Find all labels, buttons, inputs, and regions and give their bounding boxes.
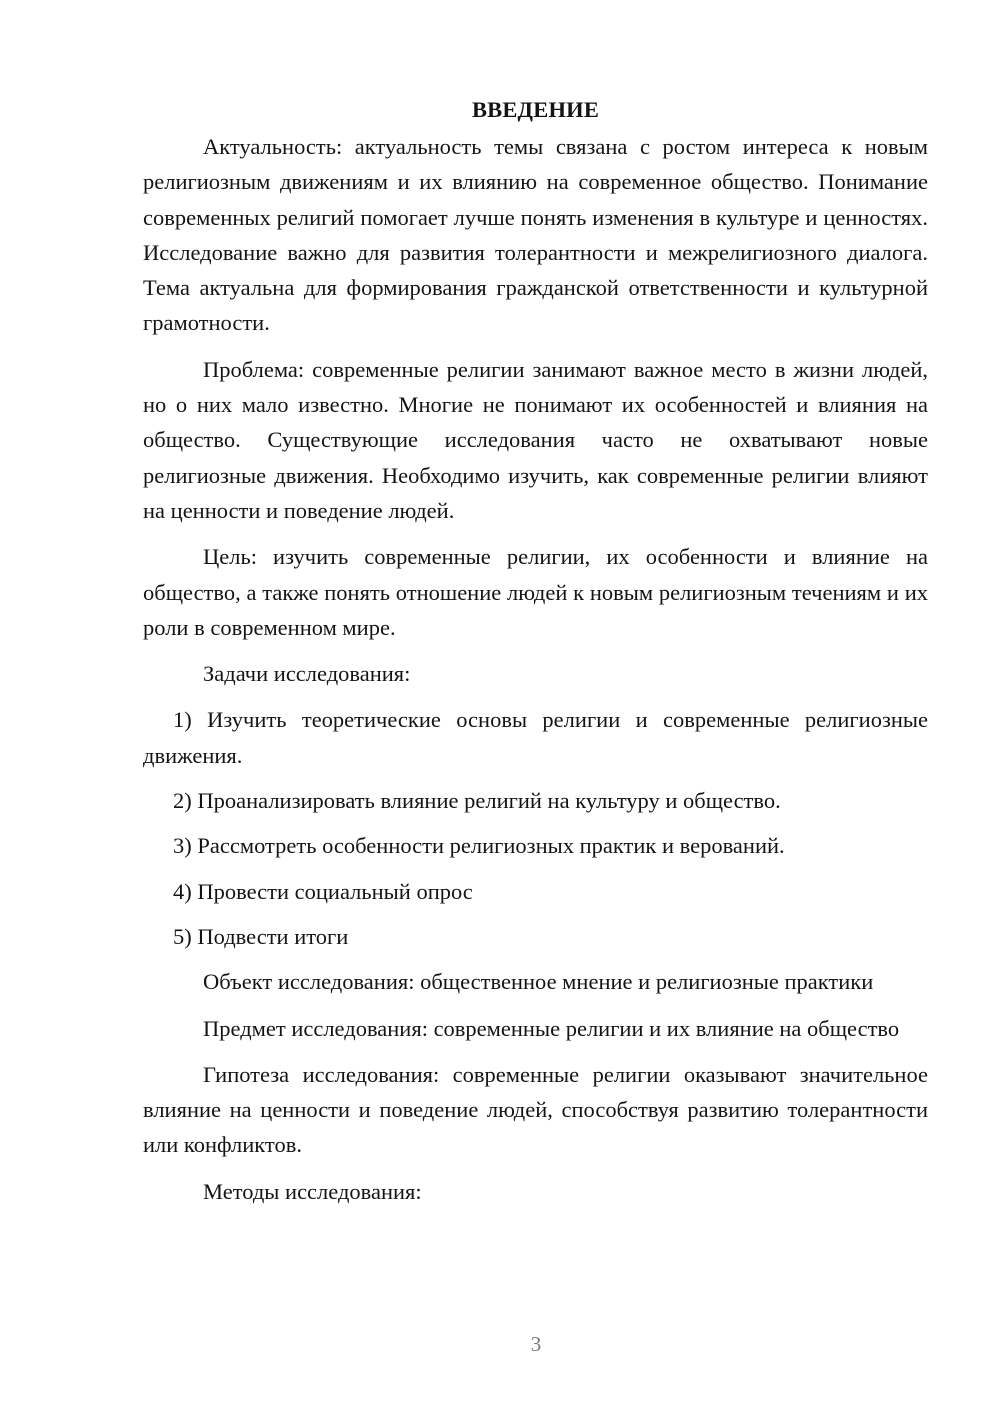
page-content [143, 92, 928, 1220]
subject-paragraph: Предмет исследования: современные религии и их влияние на общество [203, 1015, 900, 1041]
page-title: ВВЕДЕНИЕ [471, 97, 600, 122]
tasks-heading: Задачи исследования: [203, 661, 411, 687]
goal-paragraph: Цель: изучить современные религии, их особенности и влияние на общество, а также понять отношение людей к новым религиозным течениям и их роли в современном мире. [143, 544, 928, 640]
object-paragraph: Объект исследования: общественное мнение и религиозные практики [203, 969, 874, 995]
task-item-2: 2) Проанализировать влияние религий на культуру и общество. [173, 788, 781, 814]
task-item-3: 3) Рассмотреть особенности религиозных практик и верований. [173, 833, 785, 859]
task-item-4: 4) Провести социальный опрос [173, 878, 473, 904]
hypothesis-paragraph: Гипотеза исследования: современные религии оказывают значительное влияние на ценности и поведение людей, способствуя развитию толерантности или конфликтов. [143, 1061, 928, 1158]
page-number: 3 [530, 1332, 542, 1356]
task-item-1: 1) Изучить теоретические основы религии и современные религиозные движения. [143, 707, 928, 768]
methods-paragraph: Методы исследования: [203, 1178, 422, 1204]
relevance-paragraph: Актуальность: актуальность темы связана с ростом интереса к новым религиозным движениям и их влиянию на современное общество. Понимание современных религий помогает лучше понять изменения в культуре и ценностях. Исследование важно для развития толерантности и межрелигиозного диалога. Тема актуальна для формирования гражданской ответственности и культурной грамотности. [143, 134, 928, 336]
problem-paragraph: Проблема: современные религии занимают важное место в жизни людей, но о них мало известно. Многие не понимают их особенностей и влияния на общество. Существующие исследования часто не охватывают новые религиозные движения. Необходимо изучить, как современные религии влияют на ценности и поведение людей. [143, 356, 928, 523]
task-item-5: 5) Подвести итоги [173, 923, 349, 949]
